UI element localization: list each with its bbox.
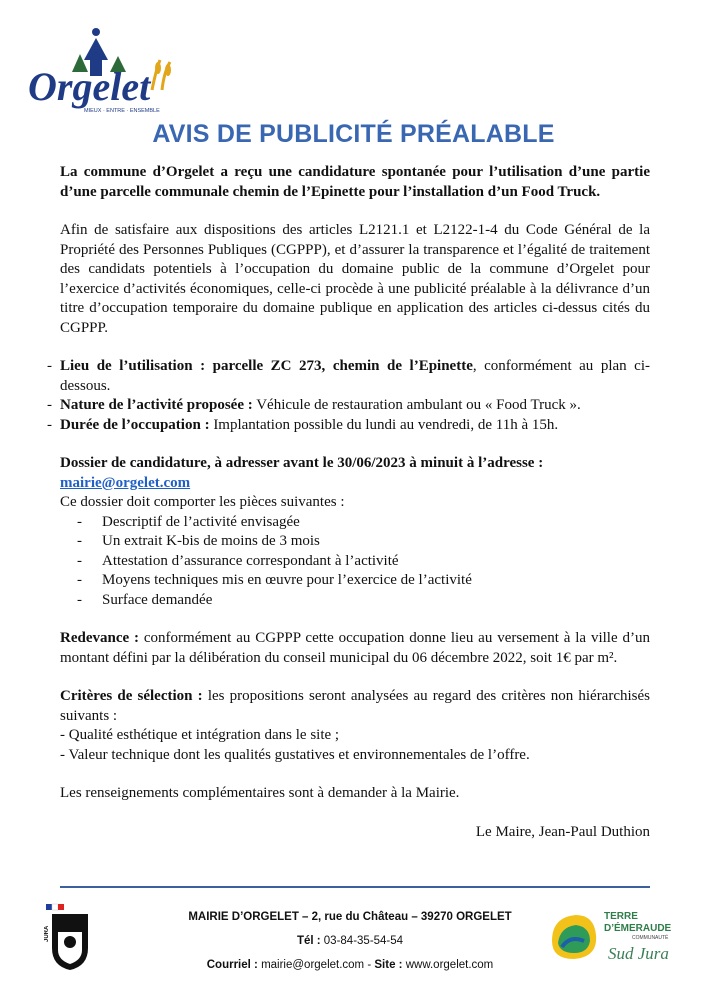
footer-address: MAIRIE D’ORGELET – 2, rue du Château – 39270 ORGELET	[188, 911, 512, 923]
detail-lieu: - Lieu de l’utilisation : parcelle ZC 273, chemin de l’Epinette, conformément au plan ci-dessous.	[47, 358, 650, 394]
dossier-intro: Ce dossier doit comporter les pièces suivantes :	[60, 494, 345, 510]
critere-item: - Qualité esthétique et intégration dans le site ;	[60, 727, 340, 743]
jura-label: JURA	[44, 925, 50, 942]
logo-wordmark: Orgelet	[28, 64, 151, 109]
critere-item: - Valeur technique dont les qualités gustatives et environnementales de l’offre.	[60, 746, 530, 763]
orgelet-logo	[24, 20, 184, 115]
details-list	[47, 357, 650, 435]
jura-crest	[44, 902, 96, 972]
redevance-paragraph: Redevance : conformément au CGPPP cette occupation donne lieu au versement à la ville d’un montant défini par la délibération du conseil municipal du 06 décembre 2022, soit 1€ par m².	[60, 630, 650, 666]
criteres-paragraph: Critères de sélection : les propositions seront analysées au regard des critères non hiérarchisés suivants :	[60, 688, 650, 724]
footer-divider	[60, 886, 650, 888]
footer-web: Courriel : mairie@orgelet.com - Site : www.orgelet.com	[206, 959, 494, 971]
terre-emeraude-logo	[544, 905, 694, 967]
svg-text:COMMUNAUTÉ: COMMUNAUTÉ	[632, 935, 669, 941]
signature: Le Maire, Jean-Paul Duthion	[475, 823, 650, 840]
dossier-item: - Attestation d’assurance correspondant à l’activité	[77, 552, 399, 569]
notice-body	[47, 163, 650, 842]
legal-paragraph: Afin de satisfaire aux dispositions des articles L2121.1 et L2122-1-4 du Code Général de la Propriété des Personnes Publiques (CGPPP), et d’assurer la transparence et l’égalité de traitement des candidats potentiels à l’occupation du domaine public de la commune d’Orgelet pour l’exercice d’activités économiques, celle-ci procède à une publicité préalable à la délivrance d’un titre d’occupation temporaire du domaine publique en application des articles ci-dessus cités du CGPPP.	[60, 222, 650, 336]
svg-text:TERRE: TERRE	[604, 911, 638, 922]
dossier-item: - Descriptif de l’activité envisagée	[77, 513, 300, 530]
dossier-items	[60, 513, 650, 611]
detail-duree: - Durée de l’occupation : Implantation possible du lundi au vendredi, de 11h à 15h.	[47, 416, 559, 433]
svg-text:Sud Jura: Sud Jura	[608, 944, 669, 963]
page-title: AVIS DE PUBLICITÉ PRÉALABLE	[152, 120, 555, 148]
footer-contact	[130, 905, 570, 977]
intro-paragraph: La commune d’Orgelet a reçu une candidature spontanée pour l’utilisation d’une partie d’une parcelle communale chemin de l’Epinette pour l’installation d’un Food Truck.	[60, 164, 650, 200]
dossier-item: - Surface demandée	[77, 591, 213, 608]
footer-tel: Tél : 03-84-35-54-54	[296, 935, 404, 947]
dossier-item: - Un extrait K-bis de moins de 3 mois	[77, 533, 320, 549]
dossier-heading: Dossier de candidature, à adresser avant le 30/06/2023 à minuit à l’adresse : mairie@orgelet.com	[60, 455, 544, 491]
detail-nature: - Nature de l’activité proposée : Véhicule de restauration ambulant ou « Food Truck ».	[47, 397, 581, 413]
closing-paragraph: Les renseignements complémentaires sont à demander à la Mairie.	[60, 785, 460, 801]
dossier-email-link[interactable]: mairie@orgelet.com	[60, 474, 191, 491]
logo-tagline: MIEUX · ENTRE · ENSEMBLE	[84, 108, 160, 114]
svg-text:D’ÉMERAUDE: D’ÉMERAUDE	[604, 923, 672, 934]
dossier-item: - Moyens techniques mis en œuvre pour l’exercice de l’activité	[77, 572, 472, 588]
